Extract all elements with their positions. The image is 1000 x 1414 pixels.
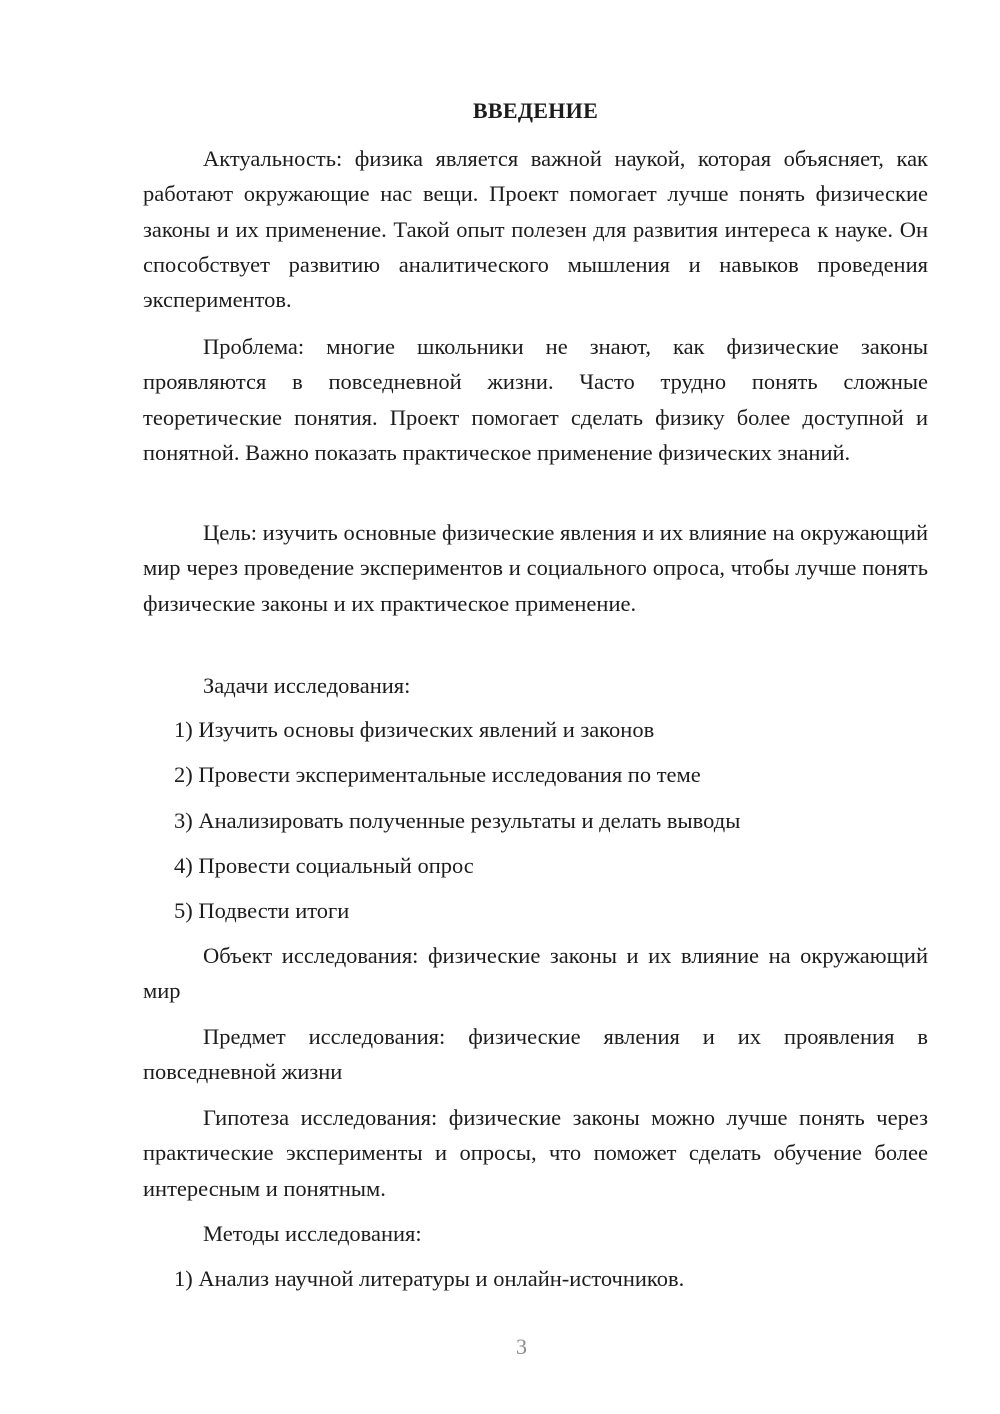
task-item: 2) Провести экспериментальные исследования по теме <box>174 762 701 787</box>
method-item: 1) Анализ научной литературы и онлайн-источников. <box>174 1266 685 1291</box>
hypothesis-paragraph: Гипотеза исследования: физические законы можно лучше понять через практические эксперименты и опросы, что поможет сделать обучение более интересным и понятным. <box>143 1105 928 1201</box>
subject-paragraph: Предмет исследования: физические явления и их проявления в повседневной жизни <box>143 1024 928 1085</box>
task-item: 1) Изучить основы физических явлений и законов <box>174 717 655 742</box>
relevance-paragraph: Актуальность: физика является важной наукой, которая объясняет, как работают окружающие нас вещи. Проект помогает лучше понять физические законы и их применение. Такой опыт полезен для развития интереса к науке. Он способствует развитию аналитического мышления и навыков проведения экспериментов. <box>143 146 928 313</box>
task-item: 3) Анализировать полученные результаты и делать выводы <box>174 808 741 833</box>
task-item: 4) Провести социальный опрос <box>174 853 474 878</box>
problem-paragraph: Проблема: многие школьники не знают, как физические законы проявляются в повседневной жизни. Часто трудно понять сложные теоретические понятия. Проект помогает сделать физику более доступной и понятной. Важно показать практическое применение физических знаний. <box>143 334 928 465</box>
object-paragraph: Объект исследования: физические законы и их влияние на окружающий мир <box>143 943 928 1004</box>
task-item: 5) Подвести итоги <box>174 898 350 923</box>
section-heading: ВВЕДЕНИЕ <box>472 98 599 123</box>
tasks-title: Задачи исследования: <box>203 673 411 698</box>
page-number: 3 <box>516 1334 527 1359</box>
goal-paragraph: Цель: изучить основные физические явления и их влияние на окружающий мир через проведение экспериментов и социального опроса, чтобы лучше понять физические законы и их практическое применение. <box>143 520 928 616</box>
methods-title: Методы исследования: <box>203 1221 422 1246</box>
document-page <box>143 0 928 1414</box>
